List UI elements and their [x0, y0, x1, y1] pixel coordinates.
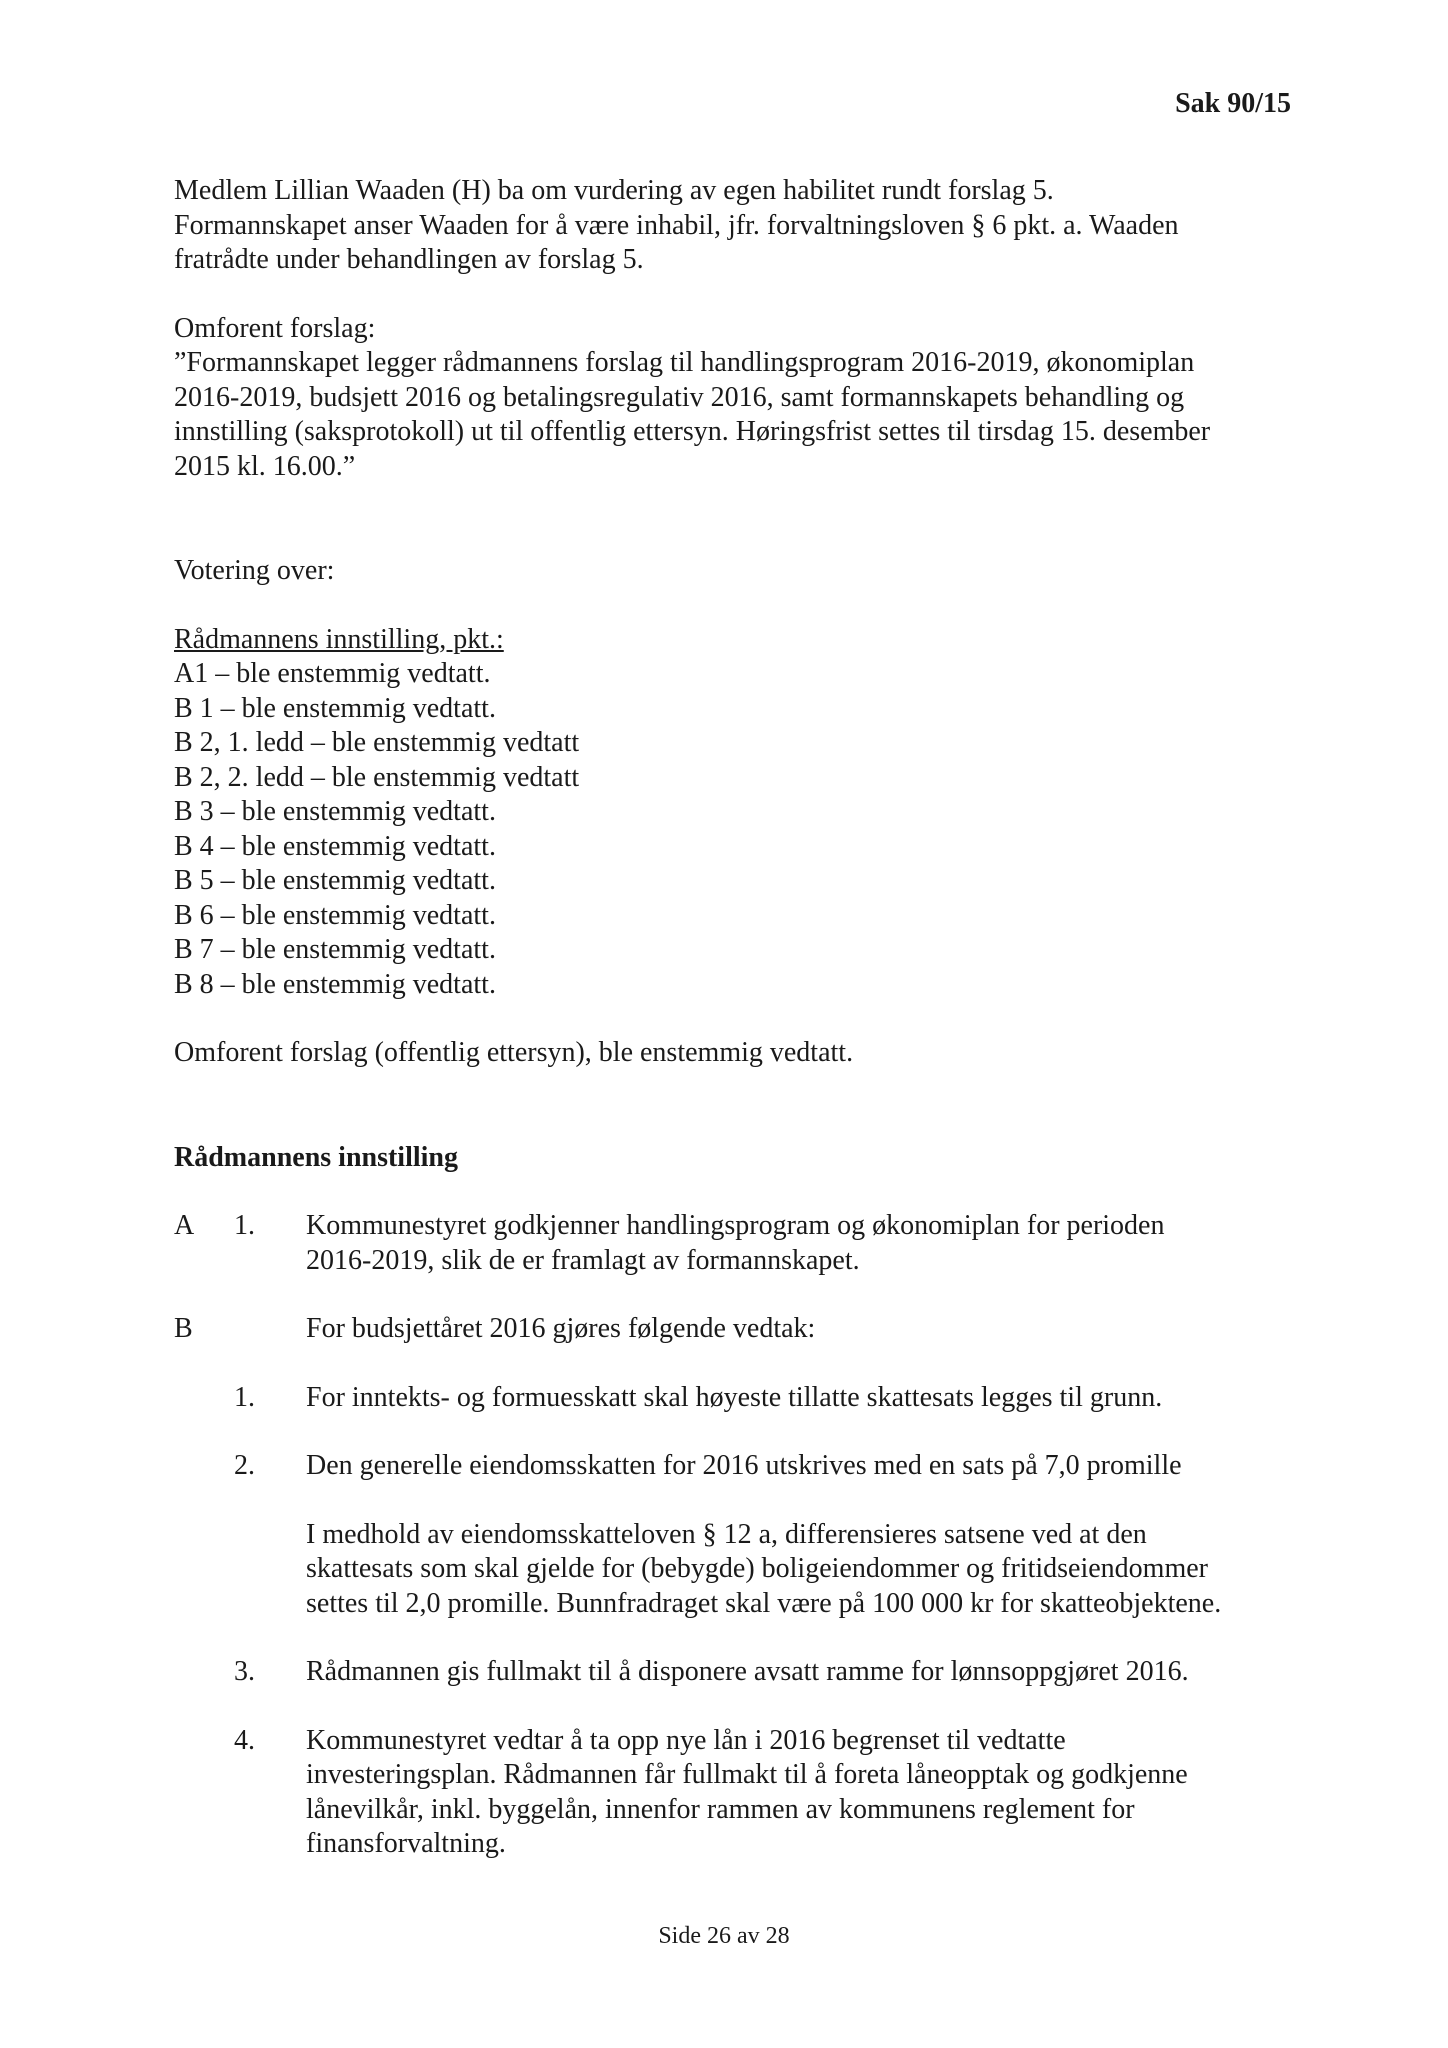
- recommendation-b-item-3: [174, 1655, 1284, 1690]
- voting-section: [174, 554, 1284, 1071]
- intro-paragraph: [174, 174, 1284, 278]
- voting-heading: Votering over:: [174, 555, 335, 586]
- item-text: [306, 1655, 1284, 1690]
- voting-item: B 2, 1. ledd – ble enstemmig vedtatt: [174, 727, 580, 758]
- voting-item: A1 – ble enstemmig vedtatt.: [174, 658, 491, 689]
- proposal-line: ”Formannskapet legger rådmannens forslag til handlingsprogram 2016-2019, økonomiplan: [174, 347, 1195, 378]
- item-line: Rådmannen gis fullmakt til å disponere avsatt ramme for lønnsoppgjøret 2016.: [306, 1656, 1189, 1687]
- item-number: 1.: [234, 1381, 255, 1413]
- item-line: I medhold av eiendomsskatteloven § 12 a, differensieres satsene ved at den: [306, 1518, 1147, 1550]
- voting-item: B 1 – ble enstemmig vedtatt.: [174, 692, 496, 724]
- item-line: settes til 2,0 promille. Bunnfradraget skal være på 100 000 kr for skatteobjektene.: [306, 1587, 1222, 1619]
- recommendation-a: [174, 1209, 1284, 1278]
- intro-line: Medlem Lillian Waaden (H) ba om vurdering av egen habilitet rundt forslag 5.: [174, 175, 1054, 206]
- intro-line: fratrådte under behandlingen av forslag 5.: [174, 244, 644, 275]
- item-line: Den generelle eiendomsskatten for 2016 utskrives med en sats på 7,0 promille: [306, 1450, 1182, 1481]
- item-line: Kommunestyret godkjenner handlingsprogram og økonomiplan for perioden: [306, 1210, 1165, 1241]
- item-text: [306, 1449, 1284, 1621]
- item-number: 1.: [234, 1210, 255, 1241]
- recommendation-b: [174, 1312, 1284, 1347]
- section-letter: A: [174, 1210, 195, 1241]
- item-line: lånevilkår, inkl. byggelån, innenfor rammen av kommunens reglement for: [306, 1793, 1135, 1825]
- proposal-section: [174, 312, 1284, 485]
- case-number: Sak 90/15: [1175, 88, 1291, 119]
- voting-item: B 5 – ble enstemmig vedtatt.: [174, 865, 496, 896]
- voting-subheading: Rådmannens innstilling, pkt.:: [174, 623, 504, 655]
- item-number: 2.: [234, 1450, 255, 1481]
- proposal-line: innstilling (saksprotokoll) ut til offentlig ettersyn. Høringsfrist settes til tirsdag 15. desember: [174, 416, 1211, 447]
- voting-item: B 7 – ble enstemmig vedtatt.: [174, 934, 496, 965]
- recommendation-heading: Rådmannens innstilling: [174, 1141, 458, 1173]
- recommendation-b-item-1: [174, 1381, 1284, 1416]
- recommendation-b-item-4: [174, 1724, 1284, 1862]
- item-line: Kommunestyret vedtar å ta opp nye lån i 2016 begrenset til vedtatte: [306, 1724, 1066, 1756]
- item-text: [306, 1724, 1284, 1862]
- proposal-line: 2015 kl. 16.00.”: [174, 450, 356, 482]
- item-line: investeringsplan. Rådmannen får fullmakt til å foreta låneopptak og godkjenne: [306, 1759, 1188, 1790]
- intro-line: Formannskapet anser Waaden for å være inhabil, jfr. forvaltningsloven § 6 pkt. a. Waaden: [174, 209, 1179, 241]
- voting-item: B 6 – ble enstemmig vedtatt.: [174, 899, 496, 931]
- item-text: [306, 1209, 1284, 1278]
- voting-item: B 8 – ble enstemmig vedtatt.: [174, 968, 496, 1000]
- item-number: 3.: [234, 1656, 255, 1687]
- item-text: [306, 1381, 1284, 1416]
- voting-item: B 4 – ble enstemmig vedtatt.: [174, 830, 496, 862]
- item-line: 2016-2019, slik de er framlagt av formannskapet.: [306, 1244, 860, 1276]
- voting-result: Omforent forslag (offentlig ettersyn), ble enstemmig vedtatt.: [174, 1037, 854, 1068]
- proposal-line: 2016-2019, budsjett 2016 og betalingsregulativ 2016, samt formannskapets behandling og: [174, 381, 1185, 413]
- section-letter: B: [174, 1313, 193, 1344]
- item-line: finansforvaltning.: [306, 1828, 506, 1859]
- item-line: For inntekts- og formuesskatt skal høyeste tillatte skattesats legges til grunn.: [306, 1381, 1163, 1413]
- voting-item: B 2, 2. ledd – ble enstemmig vedtatt: [174, 761, 580, 793]
- item-number: 4.: [234, 1724, 255, 1756]
- recommendation-b-item-2: [174, 1449, 1284, 1621]
- voting-item: B 3 – ble enstemmig vedtatt.: [174, 796, 496, 827]
- section-intro: For budsjettåret 2016 gjøres følgende vedtak:: [306, 1313, 816, 1344]
- recommendation-section: [174, 1141, 1284, 1862]
- item-line: skattesats som skal gjelde for (bebygde) boligeiendommer og fritidseiendommer: [306, 1553, 1208, 1584]
- document-body: [174, 174, 1284, 1862]
- proposal-heading: Omforent forslag:: [174, 312, 376, 344]
- page-number: Side 26 av 28: [658, 1923, 790, 1949]
